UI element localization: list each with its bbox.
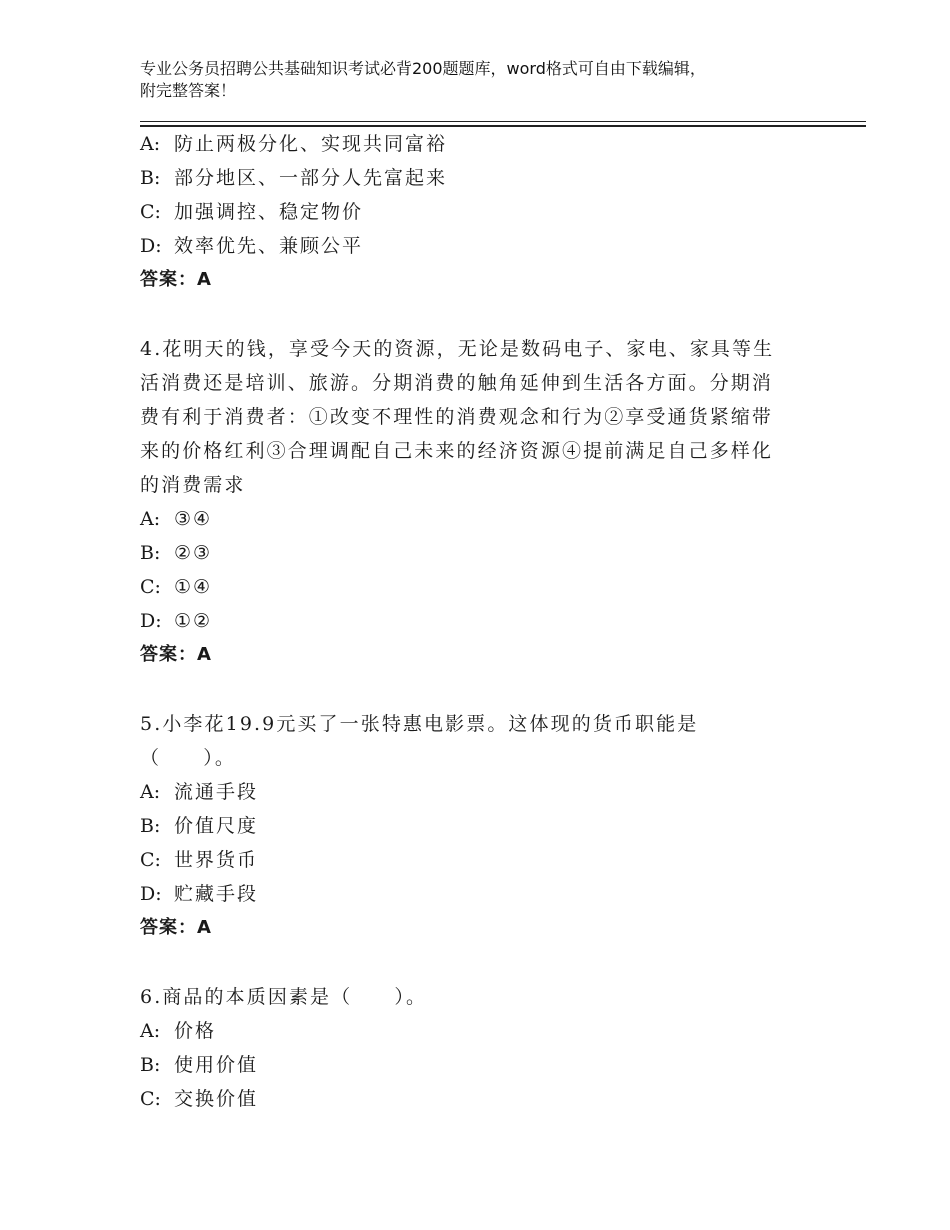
option-text: ③④ <box>174 508 213 530</box>
question-stem-line: 4.花明天的钱，享受今天的资源，无论是数码电子、家电、家具等生 <box>140 338 775 360</box>
option-text: 贮藏手段 <box>174 883 259 905</box>
question-stem-line: （ ）。 <box>140 747 237 769</box>
header-divider-thin <box>140 121 866 122</box>
option-key: A: <box>140 1020 161 1042</box>
spacer <box>140 945 800 980</box>
option-d <box>140 604 800 638</box>
option-c <box>140 1082 800 1116</box>
option-text: 防止两极分化、实现共同富裕 <box>174 133 448 155</box>
answer-line: 答案：A <box>140 917 212 938</box>
option-b <box>140 1048 800 1082</box>
option-text: 使用价值 <box>174 1054 259 1076</box>
option-key: B: <box>140 1054 161 1076</box>
option-key: D: <box>140 883 162 905</box>
option-key: A: <box>140 508 161 530</box>
question-stem-line: 5.小李花19.9元买了一张特惠电影票。这体现的货币职能是 <box>140 713 699 735</box>
header-line-2: 附完整答案！ <box>140 81 237 100</box>
option-key: C: <box>140 1088 161 1110</box>
option-c <box>140 843 800 877</box>
question-4 <box>140 332 800 672</box>
option-a <box>140 775 800 809</box>
option-text: ①④ <box>174 576 213 598</box>
option-b <box>140 536 800 570</box>
option-a <box>140 1014 800 1048</box>
option-key: C: <box>140 849 161 871</box>
spacer <box>140 672 800 707</box>
option-text: 世界货币 <box>174 849 259 871</box>
option-text: ②③ <box>174 542 213 564</box>
option-text: 部分地区、一部分人先富起来 <box>174 167 448 189</box>
option-key: C: <box>140 201 161 223</box>
question-stem-line: 6.商品的本质因素是（ ）。 <box>140 986 428 1008</box>
option-d <box>140 229 800 263</box>
option-text: 价值尺度 <box>174 815 259 837</box>
option-text: ①② <box>174 610 213 632</box>
option-key: A: <box>140 133 161 155</box>
question-stem-line: 活消费还是培训、旅游。分期消费的触角延伸到生活各方面。分期消 <box>140 372 774 394</box>
option-key: B: <box>140 815 161 837</box>
option-text: 效率优先、兼顾公平 <box>174 235 364 257</box>
question-stem-line: 来的价格红利③合理调配自己未来的经济资源④提前满足自己多样化 <box>140 440 774 462</box>
option-b <box>140 809 800 843</box>
document-header <box>140 58 810 102</box>
answer-line: 答案：A <box>140 269 212 290</box>
question-stem-line: 费有利于消费者：①改变不理性的消费观念和行为②享受通货紧缩带 <box>140 406 774 428</box>
option-key: B: <box>140 167 161 189</box>
question-5 <box>140 707 800 945</box>
option-b <box>140 161 800 195</box>
question-stem-line: 的消费需求 <box>140 474 246 496</box>
header-line-1: 专业公务员招聘公共基础知识考试必背200题题库，word格式可自由下载编辑， <box>140 59 706 78</box>
option-text: 交换价值 <box>174 1088 259 1110</box>
option-key: B: <box>140 542 161 564</box>
spacer <box>140 297 800 332</box>
option-d <box>140 877 800 911</box>
option-a <box>140 502 800 536</box>
question-3 <box>140 127 800 297</box>
option-key: D: <box>140 610 162 632</box>
option-text: 价格 <box>174 1020 217 1042</box>
option-key: A: <box>140 781 161 803</box>
option-text: 流通手段 <box>174 781 259 803</box>
option-c <box>140 570 800 604</box>
option-a <box>140 127 800 161</box>
question-6 <box>140 980 800 1116</box>
option-text: 加强调控、稳定物价 <box>174 201 364 223</box>
answer-line: 答案：A <box>140 644 212 665</box>
option-c <box>140 195 800 229</box>
option-key: C: <box>140 576 161 598</box>
question-list <box>140 127 800 1116</box>
option-key: D: <box>140 235 162 257</box>
